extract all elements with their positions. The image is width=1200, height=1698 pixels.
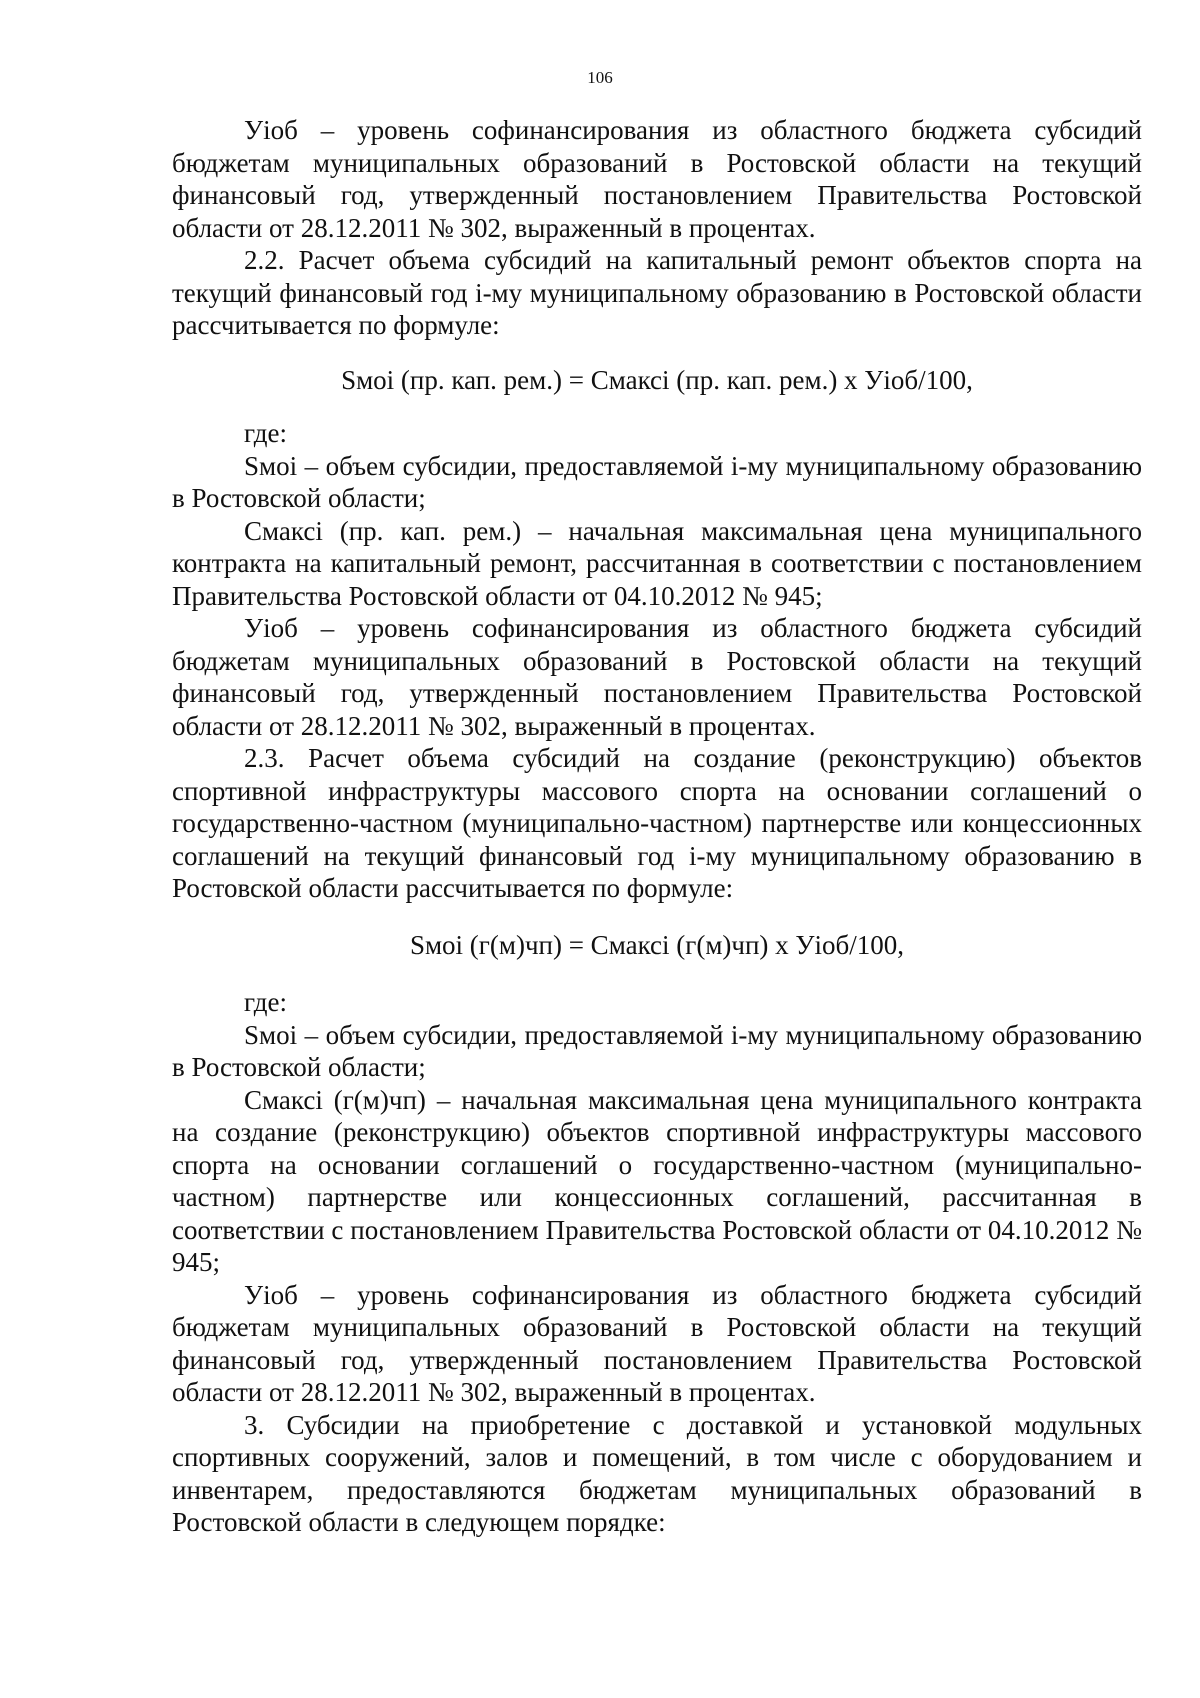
paragraph-uiob-definition: Уiоб – уровень софинансирования из областного бюджета субсидий бюджетам муниципальных образований в Ростовской области на текущий финансовый год, утвержденный постановлением Правительства Ростовской области от 28.12.2011 № 302, выраженный в процентах. [172,613,1142,741]
paragraph-uiob-definition: Уiоб – уровень софинансирования из областного бюджета субсидий бюджетам муниципальных образований в Ростовской области на текущий финансовый год, утвержденный постановлением Правительства Ростовской области от 28.12.2011 № 302, выраженный в процентах. [172,115,1142,243]
where-label: где: [244,987,287,1017]
paragraph-smaks-definition: Смаксi (г(м)чп) – начальная максимальная цена муниципального контракта на создание (реконструкцию) объектов спортивной инфраструктуры массового спорта на основании соглашений о государственно-частном (муниципально-частном) партнерстве или концессионных соглашений, рассчитанная в соответствии с постановлением Правительства Ростовской области от 04.10.2012 № 945; [172,1084,1142,1277]
document-body [172,114,1142,1539]
formula-capital-repair: Sмоi (пр. кап. рем.) = Смаксi (пр. кап. рем.) х Уiоб/100, [341,364,973,395]
paragraph-smoi-definition: Sмоi – объем субсидии, предоставляемой i-му муниципальному образованию в Ростовской области; [172,1019,1142,1082]
paragraph-3: 3. Субсидии на приобретение с доставкой и установкой модульных спортивных сооружений, залов и помещений, в том числе с оборудованием и инвентарем, предоставляются бюджетам муниципальных образований в Ростовской области в следующем порядке: [172,1409,1142,1537]
paragraph-smaks-definition: Смаксi (пр. кап. рем.) – начальная максимальная цена муниципального контракта на капитальный ремонт, рассчитанная в соответствии с постановлением Правительства Ростовской области от 04.10.2012 № 945; [172,515,1142,611]
paragraph-smoi-definition: Sмоi – объем субсидии, предоставляемой i-му муниципальному образованию в Ростовской области; [172,450,1142,513]
page-number: 106 [587,68,613,87]
where-label: где: [244,418,287,448]
paragraph-uiob-definition: Уiоб – уровень софинансирования из областного бюджета субсидий бюджетам муниципальных образований в Ростовской области на текущий финансовый год, утвержденный постановлением Правительства Ростовской области от 28.12.2011 № 302, выраженный в процентах. [172,1279,1142,1407]
paragraph-2-2: 2.2. Расчет объема субсидий на капитальный ремонт объектов спорта на текущий финансовый год i-му муниципальному образованию в Ростовской области рассчитывается по формуле: [172,245,1142,340]
paragraph-2-3: 2.3. Расчет объема субсидий на создание (реконструкцию) объектов спортивной инфраструктуры массового спорта на основании соглашений о государственно-частном (муниципально-частном) партнерстве или концессионных соглашений на текущий финансовый год i-му муниципальному образованию в Ростовской области рассчитывается по формуле: [172,743,1142,903]
formula-ppp: Sмоi (г(м)чп) = Смаксi (г(м)чп) х Уiоб/100, [409,929,905,960]
